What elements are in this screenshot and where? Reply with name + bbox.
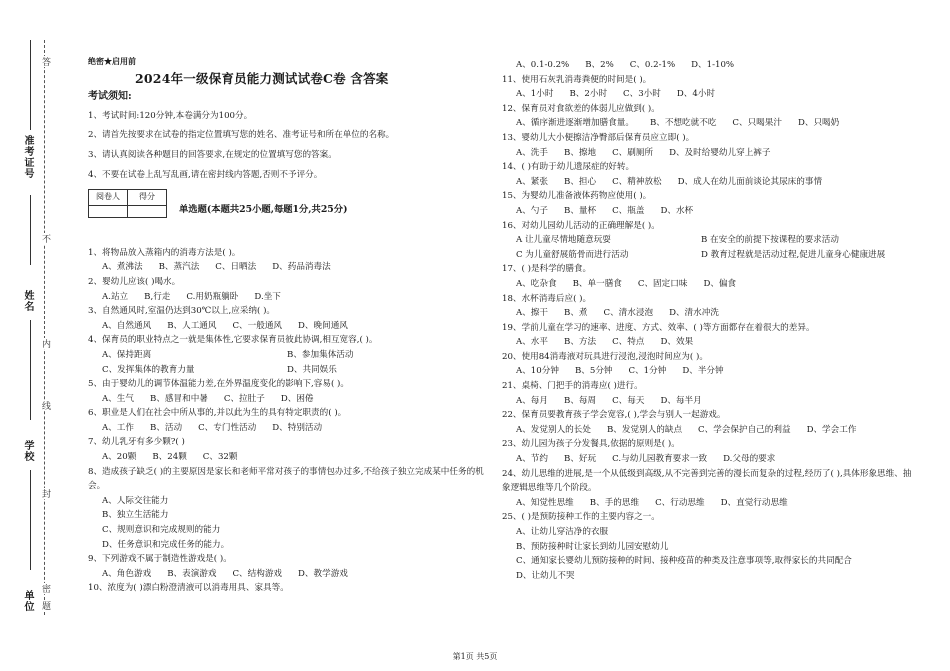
option-row (502, 175, 912, 190)
notice-item: 2、请首先按要求在试卷的指定位置填写您的姓名、准考证号和所在单位的名称。 (88, 130, 395, 141)
option-row (88, 260, 488, 275)
reviewer-input[interactable] (89, 205, 128, 217)
answer-option[interactable]: C、精神放松 (612, 176, 662, 187)
school-label: 学校 (22, 440, 33, 462)
answer-option[interactable]: C.与幼儿园教育要求一致 (612, 454, 708, 465)
answer-option[interactable]: B、单一膳食 (572, 278, 622, 289)
answer-option[interactable]: C、行动思维 (655, 497, 705, 508)
answer-option[interactable]: D.坐下 (254, 291, 281, 302)
unit-label: 单位 (22, 590, 33, 612)
question-stem: 8、造成孩子缺乏( )的主要原因是家长和老师平常对孩子的事情包办过多,不给孩子独立完成某中任务的机会。 (88, 466, 484, 492)
answer-option[interactable]: C、专门性活动 (198, 422, 257, 433)
answer-option[interactable]: C、日晒法 (215, 262, 257, 273)
question-stem: 15、为婴幼儿准备液体药物应使用( )。 (502, 191, 652, 202)
name-label: 姓名 (22, 290, 33, 312)
question-stem: 12、保育员对食欲差的体弱儿应做到( )。 (502, 103, 660, 114)
answer-option[interactable]: A、水平 (516, 337, 548, 348)
question-stem: 24、幼儿思维的进展,是一个从低级到高级,从不完善到完善的漫长而复杂的过程,经历了( ),具体形象思维、抽象逻辑思维等几个阶段。 (502, 468, 912, 494)
question-stem: 1、将物品放入蒸箱内的消毒方法是( )。 (88, 247, 241, 258)
answer-option[interactable]: A、20颗 (102, 452, 137, 463)
answer-option[interactable]: D、药品消毒法 (272, 262, 331, 273)
answer-option[interactable]: D、只喝奶 (797, 118, 840, 129)
answer-option[interactable]: A、发觉别人的长处 (516, 424, 591, 435)
answer-option[interactable]: D、晚间通风 (298, 320, 348, 331)
question-stem: 7、幼儿乳牙有多少颗?( ) (88, 437, 185, 448)
answer-option[interactable]: C、清水浸泡 (603, 308, 654, 319)
answer-option[interactable]: D、效果 (660, 337, 694, 348)
answer-option[interactable]: B、手的思维 (589, 497, 640, 508)
option-row (502, 146, 912, 161)
answer-option[interactable]: C 为儿童舒展筋骨而进行活动 (516, 249, 629, 260)
answer-option[interactable]: A、人际交往能力 (102, 495, 169, 506)
notice-item: 3、请认真阅读各种题目的回答要求,在规定的位置填写您的答案。 (88, 149, 337, 160)
question-stem: 22、保育员要教育孩子学会宽容,( ),学会与别人一起游戏。 (502, 410, 726, 421)
answer-option[interactable]: B、不想吃就不吃 (649, 118, 717, 129)
secret-mark: 绝密★启用前 (88, 56, 136, 66)
option-row (502, 87, 912, 102)
answer-option[interactable]: B、预防接种时让家长到幼儿园安慰幼儿 (516, 541, 669, 552)
answer-option[interactable]: C、32颗 (202, 452, 238, 463)
answer-option[interactable]: B、好玩 (564, 454, 597, 465)
option-row (502, 496, 912, 511)
score-input[interactable] (128, 205, 167, 217)
option-row (88, 392, 488, 407)
notice-heading: 考试须知: (88, 91, 132, 103)
seal-mark: 密 (40, 584, 50, 593)
question-stem: 17、( )是科学的膳食。 (502, 264, 592, 275)
option-row (502, 58, 912, 73)
answer-option[interactable]: B、参加集体活动 (287, 349, 354, 360)
option-row (88, 450, 488, 465)
answer-option[interactable]: A、10分钟 (516, 366, 559, 377)
exam-number-label: 准考证号 (22, 135, 33, 179)
option-row (502, 204, 912, 219)
reviewer-cell: 阅卷人 (89, 190, 128, 206)
seal-mark: 线 (40, 401, 50, 410)
answer-option[interactable]: A、勺子 (516, 205, 548, 216)
answer-option[interactable]: D 教育过程就是活动过程,促进儿童身心健康进展 (701, 249, 886, 260)
answer-option[interactable]: D、清水冲洗 (669, 308, 719, 319)
question-stem: 14、( )有助于幼儿遗尿症的好转。 (502, 162, 635, 173)
answer-option[interactable]: D、1-10% (691, 60, 735, 70)
question-stem: 20、使用84消毒液对玩具进行浸泡,浸泡时间应为( )。 (502, 351, 708, 362)
score-row (88, 187, 488, 218)
question-stem: 5、由于婴幼儿的调节体温能力差,在外界温度变化的影响下,容易( )。 (88, 379, 349, 390)
answer-option[interactable]: A、紧张 (516, 176, 548, 187)
answer-option[interactable]: A、擦干 (516, 308, 548, 319)
answer-option[interactable]: B、煮 (564, 308, 588, 319)
answer-option[interactable]: A、节约 (516, 454, 548, 465)
answer-option[interactable]: A、自然通风 (102, 320, 152, 331)
answer-option[interactable]: D、每半月 (660, 395, 702, 406)
answer-option[interactable]: D、困倦 (280, 393, 314, 404)
answer-option[interactable]: A、角色游戏 (102, 568, 152, 579)
answer-option[interactable]: D、半分钟 (682, 366, 724, 377)
answer-option[interactable]: A、吃杂食 (516, 278, 557, 289)
answer-option[interactable]: D、4小时 (676, 89, 716, 100)
option-row (88, 319, 488, 334)
seal-mark: 题 (40, 601, 50, 610)
question-stem: 9、下列游戏不属于制造性游戏是( )。 (88, 554, 232, 565)
answer-option[interactable]: B、24颗 (152, 452, 187, 463)
question-stem: 18、水杯消毒后应( )。 (502, 293, 592, 304)
answer-option[interactable]: A、知觉性思维 (516, 497, 574, 508)
question-stem: 25、( )是预防接种工作的主要内容之一。 (502, 512, 660, 523)
answer-option[interactable]: B 在安全的前提下按课程的要求活动 (701, 235, 839, 246)
option-row (88, 363, 488, 378)
answer-option[interactable]: B、人工通风 (167, 320, 217, 331)
answer-option[interactable]: A、保持距离 (102, 349, 152, 360)
answer-option[interactable]: A 让儿童尽情地随意玩耍 (516, 235, 611, 246)
left-column (88, 54, 488, 596)
answer-option[interactable]: C、只喝果汁 (732, 118, 782, 129)
answer-option[interactable]: D、任务意识和完成任务的能力。 (102, 539, 230, 550)
answer-option[interactable]: B、2小时 (569, 89, 608, 100)
answer-option[interactable]: C、发挥集体的教育力量 (102, 364, 195, 375)
answer-option[interactable]: B、表演游戏 (167, 568, 217, 579)
answer-option[interactable]: D、教学游戏 (298, 568, 348, 579)
answer-option[interactable]: B、感冒和中暑 (150, 393, 208, 404)
answer-option[interactable]: C、一般通风 (232, 320, 283, 331)
answer-option[interactable]: C、学会保护自己的利益 (698, 424, 791, 435)
answer-option[interactable]: D、偏食 (703, 278, 737, 289)
answer-option[interactable]: C、固定口味 (637, 278, 688, 289)
answer-option[interactable]: D.父母的要求 (723, 454, 776, 465)
seal-mark: 答 (40, 57, 50, 66)
option-row (502, 364, 912, 379)
answer-option[interactable]: A、0.1-0.2% (516, 60, 570, 70)
option-row (88, 290, 488, 305)
answer-option[interactable]: B、蒸汽法 (158, 262, 200, 273)
answer-option[interactable]: B,行走 (144, 291, 171, 302)
answer-option[interactable]: B、5分钟 (574, 366, 613, 377)
answer-option[interactable]: B、担心 (564, 176, 597, 187)
answer-option[interactable]: C、刷厕所 (612, 147, 654, 158)
option-row (502, 248, 912, 263)
option-row (502, 394, 912, 409)
answer-option[interactable]: C、0.2-1% (629, 60, 676, 70)
answer-option[interactable]: C、规则意识和完成规则的能力 (102, 525, 221, 536)
option-row (502, 335, 912, 350)
seal-mark: 封 (40, 489, 50, 498)
question-stem: 4、保育员的职业特点之一就是集体性,它要求保育员彼此协调,相互宽容,( )。 (88, 335, 378, 346)
answer-option[interactable]: A.站立 (102, 291, 129, 302)
answer-option[interactable]: C、3小时 (623, 89, 661, 100)
right-column (502, 58, 912, 583)
answer-option[interactable]: B、独立生活能力 (102, 510, 169, 521)
option-row (502, 452, 912, 467)
answer-option[interactable]: A、工作 (102, 422, 134, 433)
answer-option[interactable]: D、特别活动 (272, 422, 323, 433)
exam-number-line (30, 40, 31, 130)
question-stem: 3、自然通风时,室温仍达到30℃以上,应采纳( )。 (88, 306, 276, 317)
option-row (88, 348, 488, 363)
question-stem: 16、对幼儿园幼儿活动的正确理解是( )。 (502, 220, 660, 231)
answer-option[interactable]: C、1分钟 (628, 366, 667, 377)
section-title: 单选题(本题共25小题,每题1分,共25分) (179, 204, 348, 216)
answer-option[interactable]: D、及时给婴幼儿穿上裤子 (669, 147, 771, 158)
question-stem: 10、浓度为( )漂白粉澄清液可以消毒用具、家具等。 (88, 583, 289, 594)
exam-title: 2024年一级保育员能力测试试卷C卷 含答案 (135, 70, 389, 86)
option-row (502, 306, 912, 321)
answer-option[interactable]: A、1小时 (516, 89, 554, 100)
answer-option[interactable]: B、方法 (564, 337, 597, 348)
option-row (502, 277, 912, 292)
answer-option[interactable]: B、量杯 (564, 205, 597, 216)
answer-option[interactable]: B、2% (585, 60, 614, 70)
score-box (88, 189, 167, 218)
answer-option[interactable]: C、拉肚子 (223, 393, 265, 404)
blank-line (30, 470, 31, 570)
answer-option[interactable]: D、水杯 (660, 205, 694, 216)
answer-option[interactable]: C、每天 (612, 395, 645, 406)
option-row (88, 567, 488, 582)
notice-item: 4、不要在试卷上乱写乱画,请在密封线内答题,否则不予评分。 (88, 169, 323, 180)
question-stem: 21、桌椅、门把手的消毒应( )进行。 (502, 381, 643, 392)
answer-option[interactable]: B、活动 (150, 422, 183, 433)
option-row (502, 423, 912, 438)
answer-option[interactable]: B、每周 (564, 395, 597, 406)
answer-option[interactable]: A、生气 (102, 393, 134, 404)
answer-option[interactable]: A、洗手 (516, 147, 548, 158)
option-row (88, 421, 488, 436)
answer-option[interactable]: D、直觉行动思维 (720, 497, 788, 508)
notice-item: 1、考试时间:120分钟,本卷满分为100分。 (88, 110, 253, 121)
answer-option[interactable]: C、通知家长婴幼儿预防接种的时间、接种疫苗的种类及注意事项等,取得家长的共同配合 (516, 556, 852, 567)
answer-option[interactable]: D、成人在幼儿面前谈论其尿床的事情 (677, 176, 823, 187)
blank-line (30, 195, 31, 265)
answer-option[interactable]: D、学会工作 (806, 424, 857, 435)
answer-option[interactable]: D、共同娱乐 (287, 364, 337, 375)
score-cell: 得分 (128, 190, 167, 206)
answer-option[interactable]: B、发觉别人的缺点 (606, 424, 683, 435)
answer-option[interactable]: B、擦地 (564, 147, 597, 158)
answer-option[interactable]: D、让幼儿不哭 (516, 570, 575, 581)
answer-option[interactable]: A、每月 (516, 395, 548, 406)
answer-option[interactable]: C、瓶盖 (612, 205, 645, 216)
seal-mark: 不 (40, 234, 50, 243)
answer-option[interactable]: A、让幼儿穿洁净的衣服 (516, 527, 609, 537)
answer-option[interactable]: A、煮沸法 (102, 262, 143, 273)
page-footer: 第1页 共5页 (452, 652, 498, 661)
binding-strip (0, 0, 75, 671)
seal-dashed-line (44, 40, 45, 615)
option-row (502, 233, 912, 248)
question-stem: 13、婴幼儿大小便擦洁净臀部后保育员应立即( )。 (502, 132, 695, 143)
question-stem: 2、婴幼儿应该( )喝水。 (88, 276, 181, 287)
question-stem: 19、学前儿童在学习的速率、进度、方式、效率、( )等方面都存在着很大的差异。 (502, 322, 815, 333)
question-stem: 23、幼儿园为孩子分发餐具,依据的原则是( )。 (502, 439, 680, 450)
blank-line (30, 320, 31, 420)
answer-option[interactable]: C、特点 (612, 337, 645, 348)
answer-option[interactable]: C.用奶瓶躺卧 (186, 291, 239, 302)
question-list-right (502, 58, 912, 583)
seal-mark: 内 (40, 339, 50, 348)
answer-option[interactable]: C、结构游戏 (232, 568, 283, 579)
question-stem: 11、使用石灰乳消毒粪便的时间是( )。 (502, 74, 652, 85)
question-list-left (88, 246, 488, 596)
option-row (502, 116, 912, 131)
answer-option[interactable]: A、循序渐进逐渐增加膳食量。 (516, 118, 634, 129)
question-stem: 6、职业是人们在社会中所从事的,并以此为生的具有特定职责的( )。 (88, 408, 347, 419)
